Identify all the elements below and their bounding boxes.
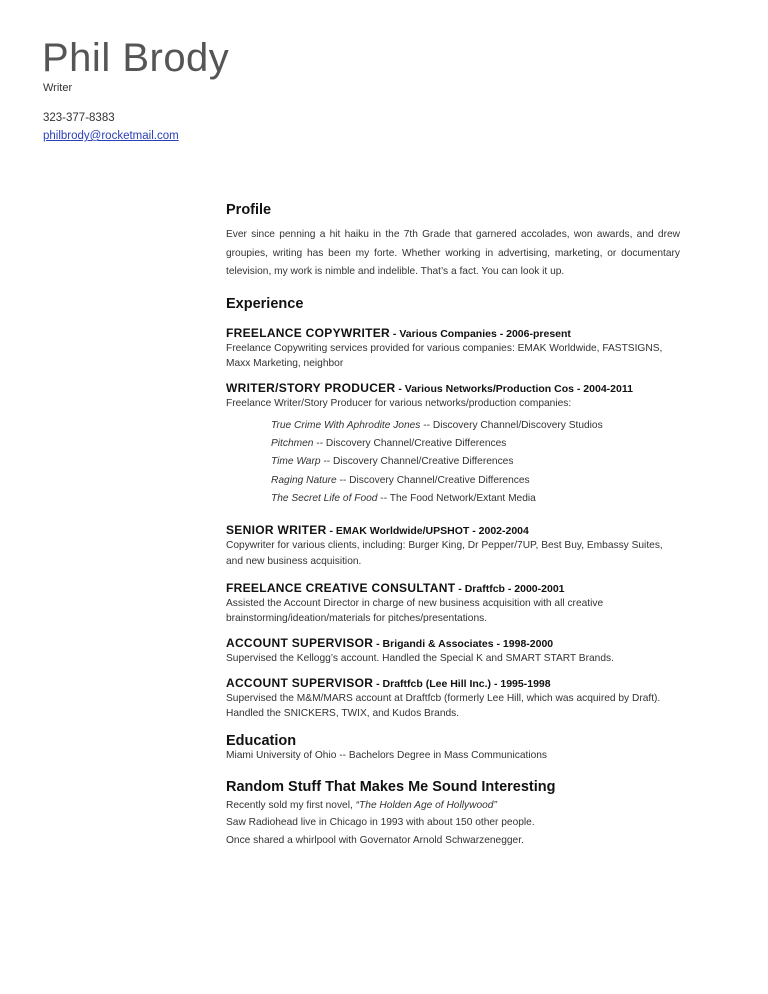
show-item xyxy=(271,453,680,471)
job-entry xyxy=(226,523,680,571)
job-role: FREELANCE COPYWRITER xyxy=(226,325,391,340)
job-meta: - Brigandi & Associates - 1998-2000 xyxy=(373,637,554,650)
job-role: WRITER/STORY PRODUCER xyxy=(226,380,396,395)
show-item xyxy=(271,435,680,453)
job-entry xyxy=(226,326,680,371)
experience-heading: Experience xyxy=(226,295,304,312)
show-title: Raging Nature xyxy=(271,474,337,486)
job-meta: - Various Companies - 2006-present xyxy=(390,327,571,340)
show-item xyxy=(271,417,680,435)
job-role: SENIOR WRITER xyxy=(226,522,327,537)
email-link[interactable]: philbrody@rocketmail.com xyxy=(43,130,179,142)
job-description: Supervised the Kellogg’s account. Handled the Special K and SMART START Brands. xyxy=(226,652,614,664)
job-entry xyxy=(226,636,680,666)
education-heading: Education xyxy=(226,732,297,749)
profile-text: Ever since penning a hit haiku in the 7th Grade that garnered accolades, won awards, and drew groupies, writing has been my forte. Whether working in advertising, marketing, or documentary television, my work is nimble and indelible. That’s a fact. You can look it up. xyxy=(226,229,680,277)
random-item xyxy=(226,797,680,815)
phone-number: 323-377-8383 xyxy=(43,112,115,124)
job-role: ACCOUNT SUPERVISOR xyxy=(226,635,374,650)
job-header xyxy=(226,381,680,396)
job-meta: - EMAK Worldwide/UPSHOT - 2002-2004 xyxy=(326,524,529,537)
job-header xyxy=(226,636,680,651)
show-detail: -- Discovery Channel/Creative Differences xyxy=(313,437,507,449)
candidate-name: Phil Brody xyxy=(42,36,230,80)
random-item-text: Recently sold my first novel, xyxy=(226,799,356,811)
show-detail: -- Discovery Channel/Creative Differences xyxy=(320,456,514,468)
job-description: Copywriter for various clients, including: Burger King, Dr Pepper/7UP, Best Buy, Embassy Suites, and new business acquisition. xyxy=(226,539,663,568)
profile-heading: Profile xyxy=(226,202,272,218)
job-meta: - Draftfcb - 2000-2001 xyxy=(455,582,565,595)
job-header xyxy=(226,676,680,691)
job-meta: - Draftfcb (Lee Hill Inc.) - 1995-1998 xyxy=(373,677,551,690)
job-role: FREELANCE CREATIVE CONSULTANT xyxy=(226,580,456,595)
show-detail: -- Discovery Channel/Discovery Studios xyxy=(420,419,603,431)
job-header xyxy=(226,523,680,538)
random-item: Once shared a whirlpool with Governator Arnold Schwarzenegger. xyxy=(226,834,524,846)
show-title: The Secret Life of Food xyxy=(271,493,378,505)
random-item: Saw Radiohead live in Chicago in 1993 with about 150 other people. xyxy=(226,817,535,829)
job-description: Supervised the M&M/MARS account at Draftfcb (formerly Lee Hill, which was acquired by Draft). Handled the SNICKERS, TWIX, and Kudos Brands. xyxy=(226,692,661,719)
show-list xyxy=(271,417,680,509)
show-detail: -- Discovery Channel/Creative Differences xyxy=(336,474,530,486)
random-list xyxy=(226,797,680,850)
show-detail: -- The Food Network/Extant Media xyxy=(377,493,536,505)
job-entry xyxy=(226,381,680,509)
novel-title: “The Holden Age of Hollywood” xyxy=(355,799,497,811)
show-title: Pitchmen xyxy=(271,437,314,449)
job-header xyxy=(226,326,680,341)
resume-body xyxy=(226,202,680,850)
show-title: Time Warp xyxy=(271,456,321,468)
job-meta: - Various Networks/Production Cos - 2004-2011 xyxy=(395,382,633,395)
show-item xyxy=(271,472,680,490)
job-description: Freelance Writer/Story Producer for various networks/production companies: xyxy=(226,397,572,409)
show-title: True Crime With Aphrodite Jones xyxy=(271,419,421,431)
show-item xyxy=(271,490,680,508)
job-entry xyxy=(226,676,680,721)
candidate-title: Writer xyxy=(43,82,73,94)
education-text: Miami University of Ohio -- Bachelors Degree in Mass Communications xyxy=(226,749,548,761)
job-role: ACCOUNT SUPERVISOR xyxy=(226,675,374,690)
random-heading: Random Stuff That Makes Me Sound Interesting xyxy=(226,778,556,795)
job-entry xyxy=(226,581,680,626)
job-description: Freelance Copywriting services provided for various companies: EMAK Worldwide, FASTSIGNS, Maxx Marketing, neighbor xyxy=(226,342,663,369)
job-description: Assisted the Account Director in charge of new business acquisition with all creative brainstorming/ideation/materials for pitches/presentations. xyxy=(226,597,604,624)
job-header xyxy=(226,581,680,596)
